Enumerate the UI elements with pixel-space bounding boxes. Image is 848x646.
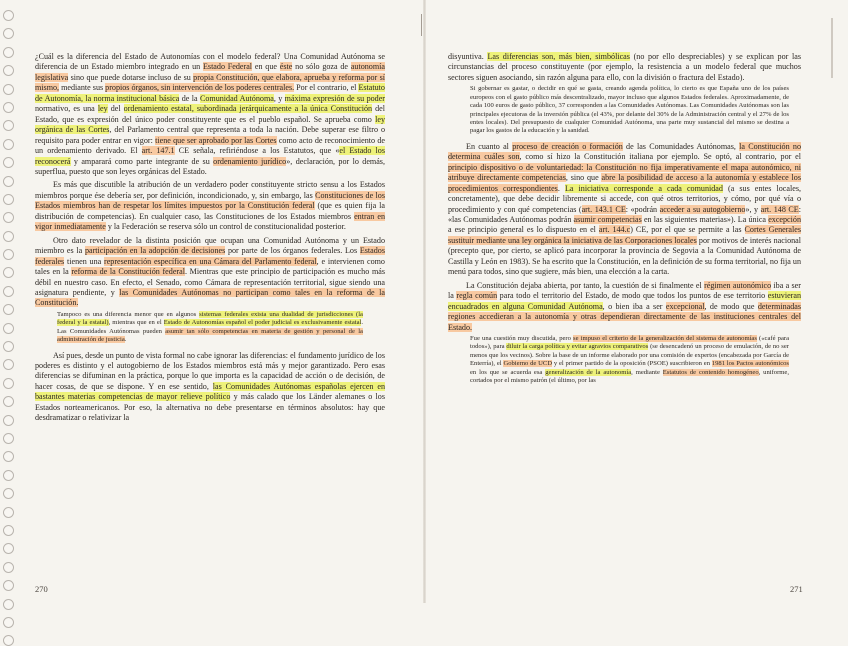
text-run: , mientras que en el xyxy=(108,319,164,327)
page-number-left: 270 xyxy=(35,584,48,594)
highlight-orange: excepcional xyxy=(665,301,705,311)
inset-note xyxy=(57,311,363,345)
text-run: disyuntiva. xyxy=(448,52,488,61)
text-run: y la Federación se reserva sólo un control de constitucionalidad posterior. xyxy=(105,222,346,232)
highlight-orange: abre la posibilidad de acceso a la autonomía y establece los procedimientos correspondientes xyxy=(448,173,801,193)
binder-ring-icon xyxy=(3,84,14,95)
binder-ring-icon xyxy=(3,176,14,187)
text-run: En cuanto al xyxy=(466,141,513,151)
text-run: sino que puede dotarse incluso de su xyxy=(68,72,194,82)
text-run: para todo el territorio del Estado, de modo que todos los puntos de ese territorio xyxy=(497,291,768,301)
highlight-orange: art. 148 CE xyxy=(760,204,799,214)
text-run: Si gobernar es gastar, o decidir en qué se gasta, creando agenda política, lo cierto es que España uno de los países europeos con el gasto público más descentralizado, mayor incluso que algunos Estados federales. Aproximadamente, de cada 100 euros de gasto público, 37 corresponden a las Comunidades Autónomas. Las Comunidades Autónomas son las principales ejecutoras de la inversión pública (el 43%, por delante del 30% de la Administración central y el 27% de los entes locales). Del presupuesto de cualquier Comunidad Autónoma, una parte muy sustancial del mismo se destina a pagar los gastos de la educación y la sanidad. xyxy=(470,85,789,135)
text-run: . xyxy=(124,336,127,344)
binder-ring-icon xyxy=(3,470,14,481)
text-run: Tampoco es una diferencia menor que en algunos xyxy=(57,310,200,318)
text-run: del Estado, que es expresión del único poder constituyente que es el pueblo español. Se aprueba como xyxy=(35,104,385,124)
binder-rings xyxy=(3,10,15,600)
highlight-yellow: La iniciativa corresponde a cada comunidad xyxy=(564,183,723,193)
inset-note xyxy=(470,335,789,385)
paragraph xyxy=(448,52,801,83)
highlight-orange: art. 143.1 CE xyxy=(581,204,626,214)
binder-ring-icon xyxy=(3,507,14,518)
text-run: (a sus entes locales, concretamente), que debe decidir libremente si accede, con qué otros territorios, y cómo, por qué vía o procedimiento y con qué competencias ( xyxy=(448,183,802,214)
highlight-orange: principio dispositivo o de voluntariedad: la Constitución no fija imperativamente el mapa autonómico, ni atribuye directamente competencias xyxy=(448,162,801,183)
text-run: de la xyxy=(179,93,200,103)
highlight-orange: representación específica en una Cámara del Parlamento federal xyxy=(104,256,317,266)
highlight-yellow: Estado de Autonomías español el poder judicial es exclusivamente estatal xyxy=(163,319,362,327)
text-run: ) CE, por el que se permite a las xyxy=(630,225,745,235)
text-run: del xyxy=(107,104,124,114)
text-run: Por el contrario, el xyxy=(294,83,359,93)
highlight-orange: regla común xyxy=(456,291,498,301)
text-run: Así pues, desde un punto de vista formal no cabe ignorar las diferencias: el fundamento jurídico de los poderes es distinto y el autogobierno de los Estados miembros está más y mejor garantizado. Pero esas diferencias se difuminan en la práctica, porque lo que importa es la capacidad de acción o de decisión, de hacer cosas, de que se dispone. Y en ese sentido, xyxy=(35,350,385,391)
highlight-yellow: sistemas federales exista una dualidad de jurisdicciones (la federal y la estatal) xyxy=(57,310,363,327)
highlight-orange: la Constitución no determina cuáles son xyxy=(448,141,802,162)
text-run: a ese principio general es lo dispuesto en el xyxy=(448,225,599,235)
highlight-yellow: Comunidad Autónoma xyxy=(199,93,274,103)
page-fold xyxy=(423,0,426,603)
binder-ring-icon xyxy=(3,120,14,131)
highlight-orange: Estado Federal xyxy=(202,62,253,72)
binder-ring-icon xyxy=(3,304,14,315)
highlight-orange: participación en la adopción de decisiones xyxy=(84,246,226,256)
highlight-orange: acceder a su autogobierno xyxy=(659,204,746,214)
text-run: Es más que discutible la atribución de un verdadero poder constituyente stricto sensu a los Estados miembros porque ése debería ser, por definición, incondicionado, y, sin embargo, las xyxy=(35,180,385,200)
binder-ring-icon xyxy=(3,10,14,21)
text-run: Fue una cuestión muy discutida, pero xyxy=(470,334,574,342)
highlight-orange: ordenamiento jurídico xyxy=(213,156,287,166)
text-run: mediante sus xyxy=(59,83,106,93)
binder-ring-icon xyxy=(3,635,14,646)
highlight-yellow: máxima expresión de su poder xyxy=(284,93,386,103)
text-run: , mediante xyxy=(631,368,663,376)
binder-ring-icon xyxy=(3,543,14,554)
highlight-yellow: ley xyxy=(97,104,108,114)
text-run: , del Parlamento central que representa a toda la nación. Debe superar ese filtro o requisito para poder entrar en vigor: xyxy=(35,125,385,145)
text-run: Otro dato revelador de la distinta posición que ocupan una Comunidad Autónoma y un Estado miembro es la xyxy=(35,235,385,256)
highlight-orange: Gobierno de UCD xyxy=(503,360,553,368)
binder-ring-icon xyxy=(3,451,14,462)
highlight-orange: excepción xyxy=(768,214,801,224)
paragraph xyxy=(35,236,385,309)
text-run: . Mientras que este principio de participación es mucho más débil en nuestro caso. En efecto, el Senado, como Cámara de representación territorial, sigue siendo una asignatura pendiente, y xyxy=(35,267,385,297)
binder-ring-icon xyxy=(3,396,14,407)
binder-ring-icon xyxy=(3,139,14,150)
text-run: no sólo goza de xyxy=(292,62,351,72)
highlight-orange: las Comunidades Autónomas no participan como tales en la reforma de la Constitución. xyxy=(35,287,385,308)
binder-ring-icon xyxy=(3,525,14,536)
binder-ring-icon xyxy=(3,267,14,278)
page-clip-mark xyxy=(831,18,845,78)
binder-ring-icon xyxy=(3,286,14,297)
highlight-orange: reforma de la Constitución federal xyxy=(71,267,185,277)
highlight-orange: tiene que ser aprobado por las Cortes xyxy=(155,135,277,145)
binder-ring-icon xyxy=(3,359,14,370)
binder-ring-icon xyxy=(3,580,14,591)
highlight-orange: asumir tan sólo competencias en materia de gestión y personal de la administración de justicia xyxy=(57,327,363,344)
inset-note xyxy=(470,85,789,135)
binder-ring-icon xyxy=(3,341,14,352)
binder-ring-icon xyxy=(3,562,14,573)
binder-ring-icon xyxy=(3,157,14,168)
text-run: normativo, es una xyxy=(35,104,98,114)
fold-mark xyxy=(421,14,422,36)
highlight-yellow: estuvieran encuadrados en alguna Comunidad Autónoma xyxy=(448,291,801,311)
text-run: . Las Comunidades Autónomas pueden xyxy=(57,319,363,335)
text-run: iba a ser la xyxy=(448,280,801,301)
highlight-orange: Estados federales xyxy=(35,246,385,266)
text-run: por parte de los órganos federales. Los xyxy=(225,246,360,256)
binder-ring-icon xyxy=(3,599,14,610)
highlight-orange: autonomía legislativa xyxy=(35,62,385,82)
text-run: , uniforme, cortados por el mismo patrón (el último, por las xyxy=(470,368,789,384)
text-run: por motivos de interés nacional (precepto que, por cierto, se aplicó para incorporar la provincia de Segovia a la Comunidad Autónoma de Castilla y León en 1983). Se ha escrito que la Constitución, en la definición de su forma territorial, no fija un menú para todos, sino que sugiere, más bien, una elección a la carta. xyxy=(448,235,801,277)
paragraph xyxy=(448,281,801,333)
text-run: ¿Cuál es la diferencia del Estado de Autonomías con el modelo federal? Una Comunidad Autónoma se diferencia de un Estado miembro integrado en un xyxy=(35,52,385,72)
highlight-yellow: ordenamiento estatal, subordinada jerárquicamente a la única Constitución xyxy=(123,104,373,114)
text-run: (que es quien fija la distribución de competencias). En cualquier caso, las Constituciones de los Estados miembros xyxy=(35,201,385,221)
text-run: en las siguientes materias»). La única xyxy=(641,214,769,224)
highlight-orange: Constituciones de los Estados miembros han de respetar los límites impuestos por la Constitución federal xyxy=(35,190,385,211)
highlight-yellow: ley orgánica de las Cortes xyxy=(35,114,385,135)
binder-ring-icon xyxy=(3,65,14,76)
binder-ring-icon xyxy=(3,28,14,39)
highlight-orange: 1981 los Pactos autonómicos xyxy=(711,360,789,368)
highlight-orange: asumir competencias xyxy=(573,214,642,224)
highlight-orange: Cortes Generales sustituir mediante una ley orgánica la iniciativa de las Corporaciones locales xyxy=(448,225,802,245)
highlight-orange: determinadas regiones accedieran a la autonomía y otras dependieran directamente de las instituciones centrales del Estado. xyxy=(448,301,801,332)
text-run: (no por ello despreciables) y se explican por las circunstancias del proceso constituyente (por ejemplo, la resistencia a un modelo federal que muchos sectores siguen asociando, sin razón alguna para ello, con la división o fractura del Estado). xyxy=(448,52,802,82)
text-run: , como sí hizo la Constitución italiana por ejemplo. Se optó, al contrario, por el xyxy=(519,152,802,162)
page-number-right: 271 xyxy=(790,584,803,594)
highlight-orange: entran en vigor inmediatamente xyxy=(35,211,385,232)
binder-ring-icon xyxy=(3,488,14,499)
highlight-orange: art. 147.1 xyxy=(141,146,175,156)
highlight-yellow: generalización de la autonomía xyxy=(545,368,632,376)
binder-ring-icon xyxy=(3,212,14,223)
text-run: tienen una xyxy=(64,256,104,266)
text-run: , e intervienen como tales en la xyxy=(35,256,385,277)
text-run: : «las Comunidades Autónomas podrán xyxy=(448,204,801,224)
paragraph xyxy=(35,52,385,177)
text-run: («café para todos»), para xyxy=(470,334,789,351)
binder-ring-icon xyxy=(3,323,14,334)
highlight-orange: propios órganos, sin intervención de los poderes centrales. xyxy=(105,83,295,93)
paragraph xyxy=(35,180,385,232)
text-run: de las Comunidades Autónomas, xyxy=(622,141,740,151)
binder-ring-icon xyxy=(3,415,14,426)
binder-ring-icon xyxy=(3,249,14,260)
text-run: en los que se acuerda esa xyxy=(470,368,546,376)
highlight-yellow: el Estado los reconocerá xyxy=(35,146,385,166)
paragraph xyxy=(35,351,385,424)
highlight-orange: se impuso el criterio de la generalización del sistema de autonomías xyxy=(573,334,757,342)
text-run: , sino que xyxy=(565,173,602,183)
highlight-orange: propia Constitución, que elabora, aprueba y reforma por sí mismo, xyxy=(35,72,386,93)
binder-ring-icon xyxy=(3,617,14,628)
text-run: », declaración, por lo demás, superflua, puesto que son leyes orgánicas del Estado. xyxy=(35,156,385,176)
binder-ring-icon xyxy=(3,433,14,444)
highlight-yellow: las Comunidades Autónomas españolas ejercen en bastantes materias competencias de mayor relieve político xyxy=(35,381,385,402)
text-run: : «podrán xyxy=(625,204,660,214)
text-run: , de modo que xyxy=(704,301,758,311)
text-run: , o bien iba a ser xyxy=(602,301,666,311)
text-run: , y xyxy=(273,93,285,103)
binder-ring-icon xyxy=(3,194,14,205)
right-page-text xyxy=(448,52,801,391)
text-run: en que xyxy=(252,62,280,72)
highlight-yellow: Estatuto de Autonomía, la norma institucional básica xyxy=(35,83,385,103)
highlight-orange: art. 144.c xyxy=(598,225,631,235)
left-page-text xyxy=(35,52,385,424)
binder-ring-icon xyxy=(3,47,14,58)
text-run: La Constitución dejaba abierta, por tanto, la cuestión de si finalmente el xyxy=(466,280,705,290)
binder-ring-icon xyxy=(3,102,14,113)
text-run: (se desencadenó un proceso de emulación, de no ser menos que los vecinos). Sobre la base de un informe elaborado por una comisión de expertos (encabezada por García de Enterría), el xyxy=(470,343,789,368)
binder-ring-icon xyxy=(3,378,14,389)
text-run: y más calado que los Länder alemanes o los Estados norteamericanos. Por eso, la alternativa no debe presentarse en términos absolutos: hay que desdramatizar o relativizar la xyxy=(35,392,385,423)
text-run: », y xyxy=(745,204,761,214)
text-run: y amparará como parte integrante de su xyxy=(70,156,214,166)
highlight-orange: éste xyxy=(279,62,293,72)
text-run: y el primer partido de la oposición (PSOE) suscribieron en xyxy=(552,360,712,368)
binder-ring-icon xyxy=(3,231,14,242)
text-run: como acto de reconocimiento de un ordenamiento derivado. El xyxy=(35,135,385,156)
highlight-orange: Estatutos de contenido homogéneo xyxy=(662,368,759,376)
highlight-yellow: Las diferencias son, más bien, simbólicas xyxy=(487,52,630,61)
text-run: CE señala, refiriéndose a los Estatutos, que « xyxy=(174,146,340,156)
text-run: . xyxy=(557,183,565,193)
highlight-orange: proceso de creación o formación xyxy=(512,141,623,151)
highlight-orange: régimen autonómico xyxy=(704,280,772,290)
highlight-yellow: diluir la carga política y evitar agravios comparativos xyxy=(506,343,649,351)
paragraph xyxy=(448,142,801,278)
